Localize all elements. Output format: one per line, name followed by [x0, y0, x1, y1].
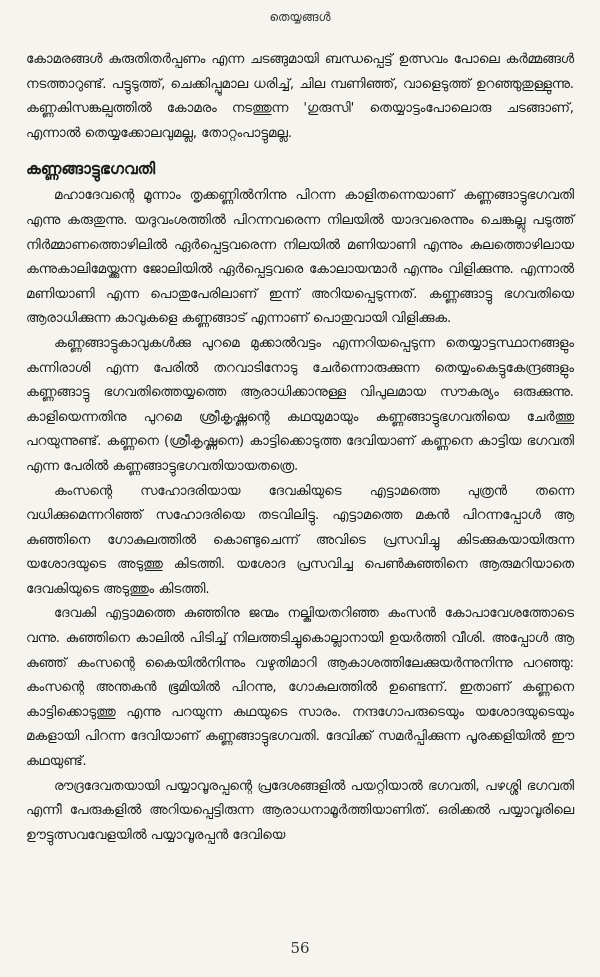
section-heading: കണ്ണങ്ങാട്ടുഭഗവതി: [26, 160, 156, 179]
paragraph-devaki: കംസന്റെ സഹോദരിയായ ദേവകിയുടെ എട്ടാമത്തെ പുത്രൻ തന്നെ വധിക്കുമെന്നറിഞ്ഞ് സഹോദരിയെ തടവിലിട്ടു. എട്ടാമത്തെ മകൻ പിറന്നപ്പോൾ ആ കുഞ്ഞിനെ ഗോകുലത്തിൽ കൊണ്ടുചെന്ന് അവിടെ പ്രസവിച്ചു കിടക്കുകയായിരുന്ന യശോദയുടെ അടുത്തു കിടത്തി. യശോദ പ്രസവിച്ച പെൺകുഞ്ഞിനെ ആരുമറിയാതെ ദേവകിയുടെ അടുത്തും കിടത്തി.: [26, 483, 574, 597]
paragraph-kuruthi: കോമരങ്ങൾ കുരുതിതർപ്പണം എന്ന ചടങ്ങുമായി ബന്ധപ്പെട്ട് ഉത്സവം പോലെ കർമ്മങ്ങൾ നടത്താറുണ്ട്. പട്ടുടുത്ത്, ചെക്കിപ്പൂമാല ധരിച്ച്, ചില മ്പണിഞ്ഞ്, വാളെടുത്ത് ഉറഞ്ഞുതുള്ളുന്നു. കണ്ണകിസങ്കല്പത്തിൽ കോമരം നടത്തുന്ന 'ഗുരുസി' തെയ്യാട്ടംപോലൊരു ചടങ്ങാണ്, എന്നാൽ തെയ്യക്കോലവുമല്ല, തോറ്റംപാട്ടുമല്ല.: [26, 52, 574, 141]
paragraph-payyavoor: രൗദ്രദേവതയായി പയ്യാവൂരപ്പന്റെ പ്രദേശങ്ങളിൽ പയറ്റിയാൽ ഭഗവതി, പഴശ്ശി ഭഗവതി എന്നീ പേരുകളിൽ അറിയപ്പെട്ടിരുന്ന ആരാധനാമൂർത്തിയാണിത്. ഒരിക്കൽ പയ്യാവൂരിലെ ഊട്ടുത്സവവേളയിൽ പയ്യാവൂരപ്പൻ ദേവിയെ: [26, 778, 574, 843]
paragraph-kamsa: ദേവകി എട്ടാമത്തെ കുഞ്ഞിനു ജന്മം നല്കിയതറിഞ്ഞ കംസൻ കോപാവേശത്തോടെ വന്നു. കുഞ്ഞിനെ കാലിൽ പിടിച്ച് നിലത്തടിച്ചുകൊല്ലാനായി ഉയർത്തി വീശി. അപ്പോൾ ആ കുഞ്ഞ് കംസന്റെ കൈയിൽനിന്നും വഴുതിമാറി ആകാശത്തിലേക്കുയർന്നുനിന്നു പറഞ്ഞു: കംസന്റെ അന്തകൻ ഭൂമിയിൽ പിറന്നു, ഗോകുലത്തിൽ ഉണ്ടെന്ന്. ഇതാണ് കണ്ണനെ കാട്ടിക്കൊടുത്തു എന്നു പറയുന്ന കഥയുടെ സാരം. നന്ദഗോപരുടെയും യശോദയുടെയും മകളായി പിറന്ന ദേവിയാണ് കണ്ണങ്ങാട്ടുഭഗവതി. ദേവിക്ക് സമർപ്പിക്കുന്ന പൂരക്കളിയിൽ ഈ കഥയുണ്ട്.: [26, 606, 574, 770]
paragraph-shrines: കണ്ണങ്ങാട്ടുകാവുകൾക്കു പുറമെ മുക്കാൽവട്ടം എന്നറിയപ്പെടുന്ന തെയ്യാട്ടസ്ഥാനങ്ങളും കന്നിരാശി എന്ന പേരിൽ തറവാടിനോടു ചേർന്നൊരുക്കുന്ന തെയ്യംകെട്ടുകേന്ദ്രങ്ങളും കണ്ണങ്ങാട്ടു ഭഗവതിത്തെയ്യത്തെ ആരാധിക്കാനുള്ള വിപുലമായ സൗകര്യം ഒരുക്കുന്നു. കാളിയെന്നതിനു പുറമെ ശ്രീകൃഷ്ണന്റെ കഥയുമായും കണ്ണങ്ങാട്ടുഭഗവതിയെ ചേർത്തു പറയുന്നുണ്ട്. കണ്ണനെ (ശ്രീകൃഷ്ണനെ) കാട്ടിക്കൊടുത്ത ദേവിയാണ് കണ്ണനെ കാട്ടിയ ഭഗവതി എന്ന പേരിൽ കണ്ണങ്ങാട്ടുഭഗവതിയായതത്രെ.: [26, 335, 574, 474]
page-number: 56: [290, 939, 310, 957]
paragraph-origin: മഹാദേവന്റെ മൂന്നാം തൃക്കണ്ണിൽനിന്നു പിറന്ന കാളിതന്നെയാണ് കണ്ണങ്ങാട്ടുഭഗവതി എന്നു കരുതുന്നു. യദുവംശത്തിൽ പിറന്നവരെന്ന നിലയിൽ യാദവരെന്നും ചെങ്കല്ലു പടുത്ത് നിർമ്മാണത്തൊഴിലിൽ ഏർപ്പെട്ടവരെന്ന നിലയിൽ മണിയാണി എന്നും കുലത്തൊഴിലായ കന്നുകാലിമേയ്ക്കുന്ന ജോലിയിൽ ഏർപ്പെട്ടവരെ കോലായന്മാർ എന്നും വിളിക്കുന്നു. എന്നാൽ മണിയാണി എന്ന പൊതുപേരിലാണ് ഇന്ന് അറിയപ്പെടുന്നത്. കണ്ണങ്ങാട്ടു ഭഗവതിയെ ആരാധിക്കുന്ന കാവുകളെ കണ്ണങ്ങാട് എന്നാണ് പൊതുവായി വിളിക്കുക.: [26, 188, 574, 327]
body-text: [26, 48, 574, 848]
running-head: തെയ്യങ്ങൾ: [269, 10, 331, 24]
